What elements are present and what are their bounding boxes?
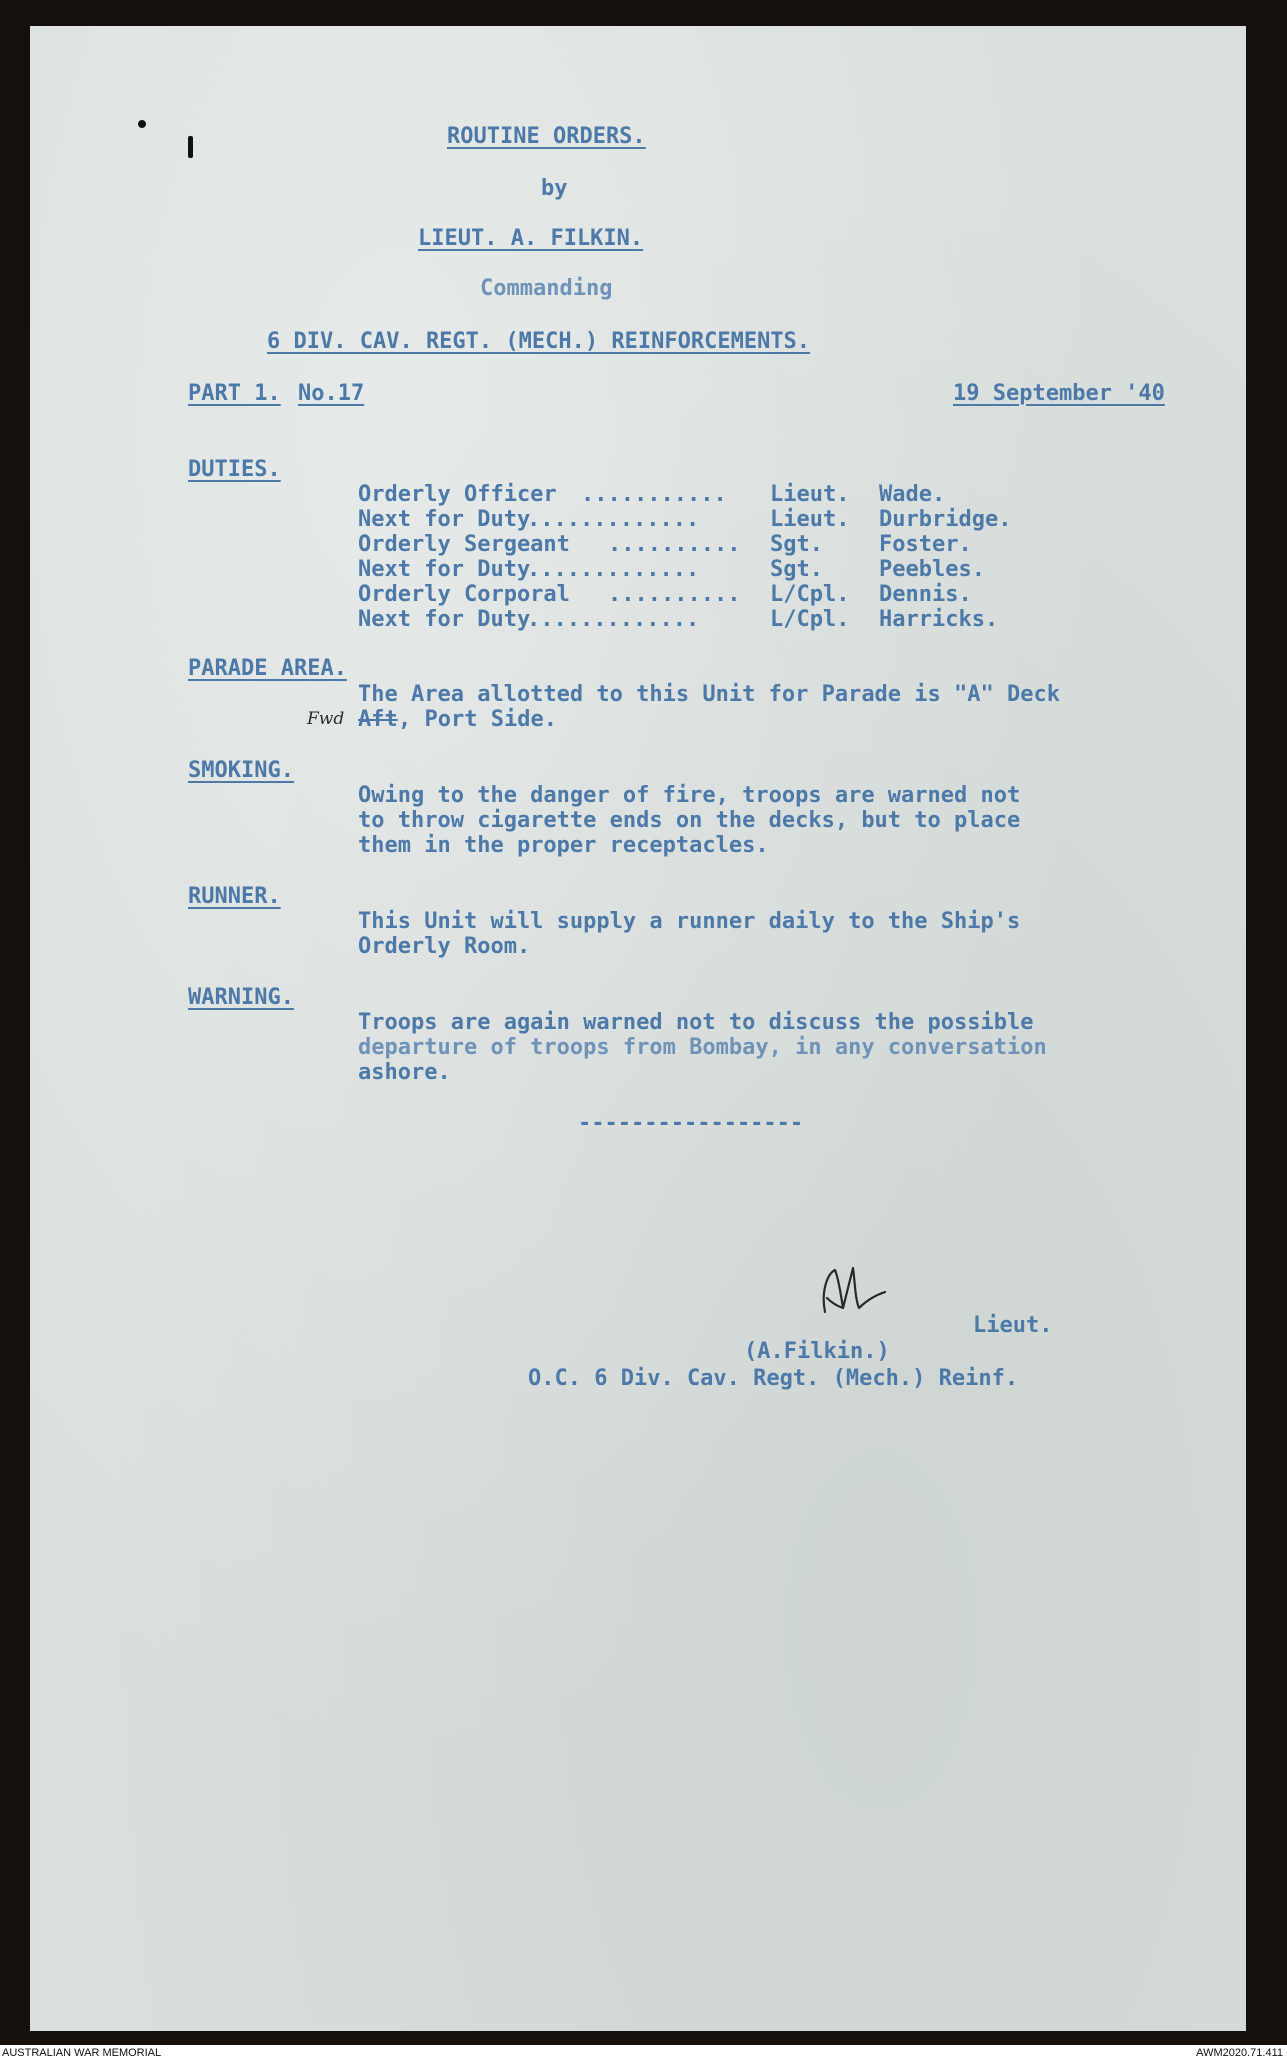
archive-reference: AWM2020.71.411 <box>1196 2047 1283 2059</box>
duty-rank: Lieut. <box>770 507 850 532</box>
signature-mark <box>813 1262 893 1322</box>
duty-rank: L/Cpl. <box>770 607 850 632</box>
officer-name: LIEUT. A. FILKIN. <box>418 226 644 251</box>
duty-role: Next for Duty <box>358 557 531 582</box>
parade-line-2: , Port Side. <box>398 707 557 732</box>
order-number: No.17 <box>298 381 365 406</box>
duty-leader: .......... <box>608 532 741 557</box>
smoking-line-3: them in the proper receptacles. <box>358 833 769 858</box>
duty-name: Dennis. <box>879 582 972 607</box>
duty-name: Wade. <box>879 482 946 507</box>
duty-rank: Sgt. <box>770 557 823 582</box>
struck-word: Aft <box>358 707 398 732</box>
duty-rank: L/Cpl. <box>770 582 850 607</box>
parade-heading: PARADE AREA. <box>188 656 347 681</box>
punch-mark <box>188 136 193 158</box>
duty-role: Orderly Corporal <box>358 582 570 607</box>
archive-footer <box>0 2045 1287 2061</box>
signature-name: (A.Filkin.) <box>744 1339 890 1364</box>
duty-name: Foster. <box>879 532 972 557</box>
warning-heading: WARNING. <box>188 985 294 1010</box>
commanding-line: Commanding <box>480 276 613 301</box>
duty-rank: Lieut. <box>770 482 850 507</box>
duty-role: Next for Duty <box>358 507 531 532</box>
duty-name: Peebles. <box>879 557 985 582</box>
duty-leader: ............. <box>527 557 700 582</box>
duty-name: Durbridge. <box>879 507 1012 532</box>
part-label: PART 1. <box>188 381 281 406</box>
smoking-line-1: Owing to the danger of fire, troops are warned not <box>358 783 1021 808</box>
duty-rank: Sgt. <box>770 532 823 557</box>
signature-rank: Lieut. <box>973 1313 1053 1338</box>
by-line: by <box>541 176 568 201</box>
duties-heading: DUTIES. <box>188 457 281 482</box>
section-divider: ----------------- <box>578 1111 804 1136</box>
signature-title: O.C. 6 Div. Cav. Regt. (Mech.) Reinf. <box>528 1366 1019 1391</box>
duty-role: Next for Duty <box>358 607 531 632</box>
duty-leader: ............. <box>527 607 700 632</box>
warning-line-1: Troops are again warned not to discuss the possible <box>358 1010 1034 1035</box>
handwritten-correction: Fwd <box>307 709 345 729</box>
duty-leader: ........... <box>581 482 727 507</box>
warning-line-2: departure of troops from Bombay, in any conversation <box>358 1035 1047 1060</box>
smoking-heading: SMOKING. <box>188 758 294 783</box>
duty-leader: .......... <box>608 582 741 607</box>
runner-heading: RUNNER. <box>188 884 281 909</box>
archive-name: AUSTRALIAN WAR MEMORIAL <box>2 2047 162 2059</box>
duty-name: Harricks. <box>879 607 999 632</box>
order-date: 19 September '40 <box>953 381 1165 406</box>
document-sheet <box>30 26 1246 2031</box>
smoking-line-2: to throw cigarette ends on the decks, but to place <box>358 808 1021 833</box>
warning-line-3: ashore. <box>358 1060 451 1085</box>
duty-role: Orderly Officer <box>358 482 557 507</box>
duty-role: Orderly Sergeant <box>358 532 570 557</box>
ink-speck <box>137 119 148 130</box>
document-title: ROUTINE ORDERS. <box>447 124 646 149</box>
parade-line-1: The Area allotted to this Unit for Parade is "A" Deck <box>358 682 1060 707</box>
runner-line-1: This Unit will supply a runner daily to the Ship's <box>358 909 1021 934</box>
runner-line-2: Orderly Room. <box>358 934 531 959</box>
unit-name: 6 DIV. CAV. REGT. (MECH.) REINFORCEMENTS. <box>267 329 811 354</box>
duty-leader: ............. <box>527 507 700 532</box>
